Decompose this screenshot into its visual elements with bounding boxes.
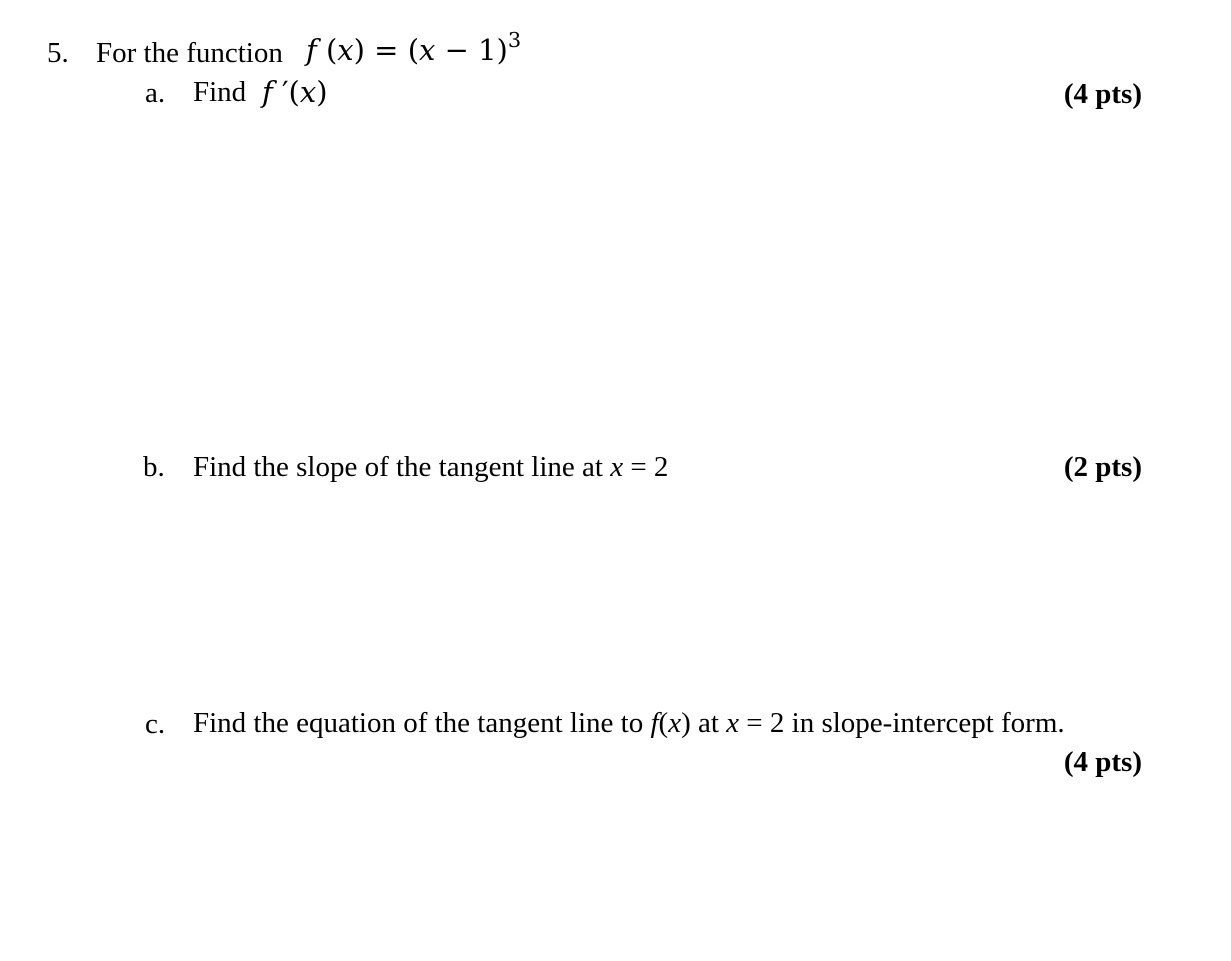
part-c-text-3: = 2 in slope-intercept form. [739, 707, 1065, 739]
part-c-points: (4 pts) [1063, 746, 1142, 778]
derivative-expression [262, 75, 328, 109]
part-b-label: b. [143, 451, 165, 483]
derivative-f: f [262, 75, 273, 109]
function-body-variable: x [419, 33, 436, 67]
part-a-label: a. [145, 77, 166, 109]
function-exponent: 3 [507, 28, 522, 53]
part-c-text [193, 709, 1065, 738]
part-a-text: Find [193, 76, 247, 108]
function-minus-one: − 1) [435, 33, 508, 67]
question-number: 5. [47, 37, 69, 69]
derivative-x: x [299, 75, 317, 109]
part-b-text-2: = 2 [623, 451, 669, 483]
function-equals: ) = ( [353, 33, 420, 67]
part-a-points: (4 pts) [1063, 78, 1142, 110]
function-open-paren: ( [316, 33, 338, 67]
part-c-label: c. [145, 708, 166, 740]
function-variable: x [337, 33, 354, 67]
function-definition [306, 28, 522, 67]
part-c-f: f [650, 707, 659, 739]
function-symbol: f [306, 33, 317, 67]
part-b-text-1: Find the slope of the tangent line at [193, 451, 611, 483]
part-c-x2: x [726, 707, 740, 739]
part-c-x1: x [668, 707, 682, 739]
part-c-open: ( [658, 707, 669, 739]
part-c-text-1: Find the equation of the tangent line to [193, 707, 651, 739]
derivative-prime: ′( [272, 75, 300, 109]
part-b-text [193, 453, 668, 482]
derivative-close: ) [316, 75, 328, 109]
question-stem-text: For the function [96, 37, 283, 69]
part-b-points: (2 pts) [1063, 451, 1142, 483]
part-c-text-2: ) at [681, 707, 727, 739]
part-b-x: x [610, 451, 624, 483]
